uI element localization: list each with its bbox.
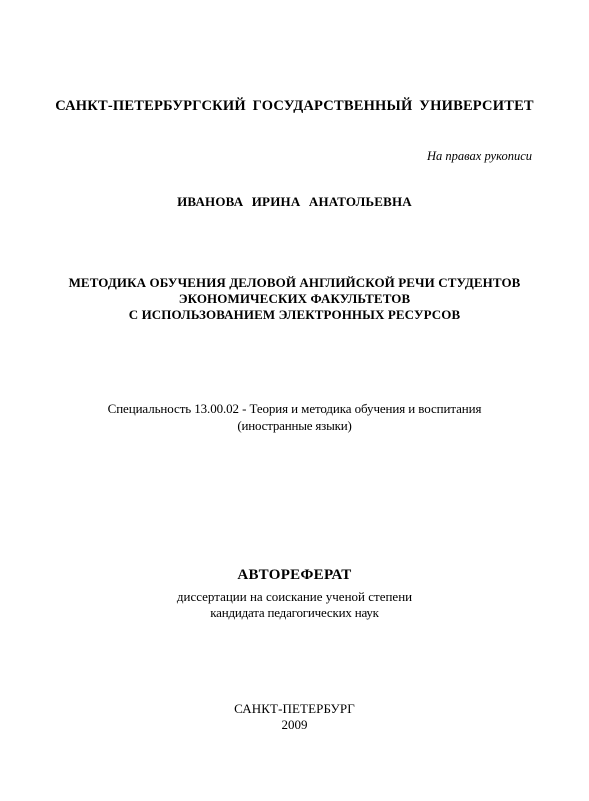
description-line-1: диссертации на соискание ученой степени (176, 589, 413, 604)
author-name: ИВАНОВА ИРИНА АНАТОЛЬЕВНА (177, 194, 412, 209)
description-line-2: кандидата педагогических наук (210, 605, 379, 620)
university-name: САНКТ-ПЕТЕРБУРГСКИЙ ГОСУДАРСТВЕННЫЙ УНИВЕРСИТЕТ (55, 98, 534, 114)
title-line-3: С ИСПОЛЬЗОВАНИЕМ ЭЛЕКТРОННЫХ РЕСУРСОВ (128, 307, 461, 322)
title-line-2: ЭКОНОМИЧЕСКИХ ФАКУЛЬТЕТОВ (178, 291, 411, 306)
city: САНКТ-ПЕТЕРБУРГ (234, 701, 355, 716)
document-type: АВТОРЕФЕРАТ (237, 567, 352, 583)
title-line-1: МЕТОДИКА ОБУЧЕНИЯ ДЕЛОВОЙ АНГЛИЙСКОЙ РЕЧИ СТУДЕНТОВ (68, 275, 521, 290)
specialty-line-2: (иностранные языки) (237, 418, 352, 433)
rights-note: На правах рукописи (427, 149, 532, 163)
specialty-line-1: Специальность 13.00.02 - Теория и методика обучения и воспитания (107, 401, 482, 416)
year: 2009 (281, 717, 308, 732)
